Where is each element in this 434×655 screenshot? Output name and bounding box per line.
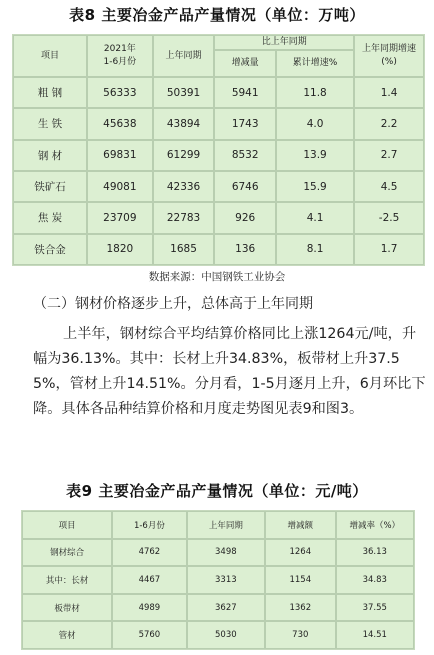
table-row xyxy=(13,202,424,233)
table-row xyxy=(13,77,424,108)
row-growth: 8.1 xyxy=(276,234,354,265)
table9-header-rate: 增减率（%） xyxy=(336,511,414,539)
row-name: 钢材综合 xyxy=(22,539,112,567)
row-2021: 49081 xyxy=(87,171,153,202)
table8-header-last-year: 上年同期 xyxy=(153,35,215,77)
row-name: 生 铁 xyxy=(13,108,87,139)
table9 xyxy=(22,511,414,649)
table9-title: 表9 主要冶金产品产量情况（单位：元/吨） xyxy=(66,482,368,500)
row-name: 板带材 xyxy=(22,594,112,622)
row-name: 铁矿石 xyxy=(13,171,87,202)
table9-header-period: 1-6月份 xyxy=(112,511,186,539)
body-paragraph: 上半年，钢材综合平均结算价格同比上涨1264元/吨，升幅为36.13%。其中：长材上升34.83%，板带材上升37.55%，管材上升14.51%。分月看，1-5月逐月上升，6月环比下降。具体各品种结算价格和月度走势图见表9和图3。 xyxy=(33,326,426,417)
row-last-year: 50391 xyxy=(153,77,215,108)
table-row xyxy=(13,234,424,265)
row-value: 5760 xyxy=(112,621,186,649)
table-row xyxy=(13,140,424,171)
table8-title: 表8 主要冶金产品产量情况（单位：万吨） xyxy=(69,6,365,24)
row-name: 焦 炭 xyxy=(13,202,87,233)
row-value: 4989 xyxy=(112,594,186,622)
table8 xyxy=(13,35,424,265)
table8-header-last-growth-line2: (%) xyxy=(381,57,397,67)
row-2021: 69831 xyxy=(87,140,153,171)
row-2021: 56333 xyxy=(87,77,153,108)
table9-body xyxy=(22,511,414,649)
row-last-year: 3627 xyxy=(187,594,265,622)
row-value: 4467 xyxy=(112,566,186,594)
row-last-growth: 4.5 xyxy=(354,171,424,202)
row-change: 1362 xyxy=(265,594,336,622)
row-last-year: 5030 xyxy=(187,621,265,649)
row-2021: 1820 xyxy=(87,234,153,265)
row-change: 1154 xyxy=(265,566,336,594)
table-row xyxy=(22,621,414,649)
row-change: 8532 xyxy=(214,140,276,171)
row-name: 钢 材 xyxy=(13,140,87,171)
row-name: 铁合金 xyxy=(13,234,87,265)
table-row xyxy=(13,108,424,139)
row-change: 136 xyxy=(214,234,276,265)
table9-container xyxy=(21,510,415,650)
table8-body xyxy=(13,35,424,265)
table8-header-cum-growth: 累计增速% xyxy=(276,50,354,77)
table-row xyxy=(22,539,414,567)
table-row xyxy=(22,594,414,622)
row-change: 730 xyxy=(265,621,336,649)
row-last-year: 43894 xyxy=(153,108,215,139)
row-rate: 14.51 xyxy=(336,621,414,649)
row-last-year: 42336 xyxy=(153,171,215,202)
table9-header-last-year: 上年同期 xyxy=(187,511,265,539)
table8-header-last-growth-line1: 上年同期增速 xyxy=(362,44,417,54)
table8-header-period-line2: 1-6月份 xyxy=(103,57,137,67)
table8-container xyxy=(12,34,425,266)
row-last-year: 22783 xyxy=(153,202,215,233)
table8-header-compare: 比上年同期 xyxy=(214,35,354,50)
table9-header-item: 项目 xyxy=(22,511,112,539)
row-2021: 23709 xyxy=(87,202,153,233)
row-last-growth: 1.7 xyxy=(354,234,424,265)
row-last-growth: 2.7 xyxy=(354,140,424,171)
row-last-growth: 1.4 xyxy=(354,77,424,108)
table8-header-item: 项目 xyxy=(13,35,87,77)
row-rate: 34.83 xyxy=(336,566,414,594)
row-last-growth: 2.2 xyxy=(354,108,424,139)
row-last-year: 61299 xyxy=(153,140,215,171)
table9-header-change: 增减额 xyxy=(265,511,336,539)
data-source: 数据来源：中国钢铁工业协会 xyxy=(148,271,286,283)
row-last-growth: -2.5 xyxy=(354,202,424,233)
row-name: 其中：长材 xyxy=(22,566,112,594)
row-growth: 11.8 xyxy=(276,77,354,108)
row-change: 926 xyxy=(214,202,276,233)
row-last-year: 1685 xyxy=(153,234,215,265)
row-change: 1743 xyxy=(214,108,276,139)
row-growth: 13.9 xyxy=(276,140,354,171)
row-change: 5941 xyxy=(214,77,276,108)
table8-header-period-line1: 2021年 xyxy=(103,44,136,54)
row-name: 粗 钢 xyxy=(13,77,87,108)
row-rate: 36.13 xyxy=(336,539,414,567)
table8-header-change: 增减量 xyxy=(214,50,276,77)
row-rate: 37.55 xyxy=(336,594,414,622)
row-name: 管材 xyxy=(22,621,112,649)
row-growth: 15.9 xyxy=(276,171,354,202)
row-change: 1264 xyxy=(265,539,336,567)
row-growth: 4.0 xyxy=(276,108,354,139)
row-change: 6746 xyxy=(214,171,276,202)
row-growth: 4.1 xyxy=(276,202,354,233)
row-value: 4762 xyxy=(112,539,186,567)
section-subheading: （二）钢材价格逐步上升，总体高于上年同期 xyxy=(33,296,313,312)
table8-header-period xyxy=(87,35,153,77)
table8-header-last-growth xyxy=(354,35,424,77)
row-last-year: 3313 xyxy=(187,566,265,594)
table-row xyxy=(13,171,424,202)
table-row xyxy=(22,566,414,594)
row-last-year: 3498 xyxy=(187,539,265,567)
row-2021: 45638 xyxy=(87,108,153,139)
